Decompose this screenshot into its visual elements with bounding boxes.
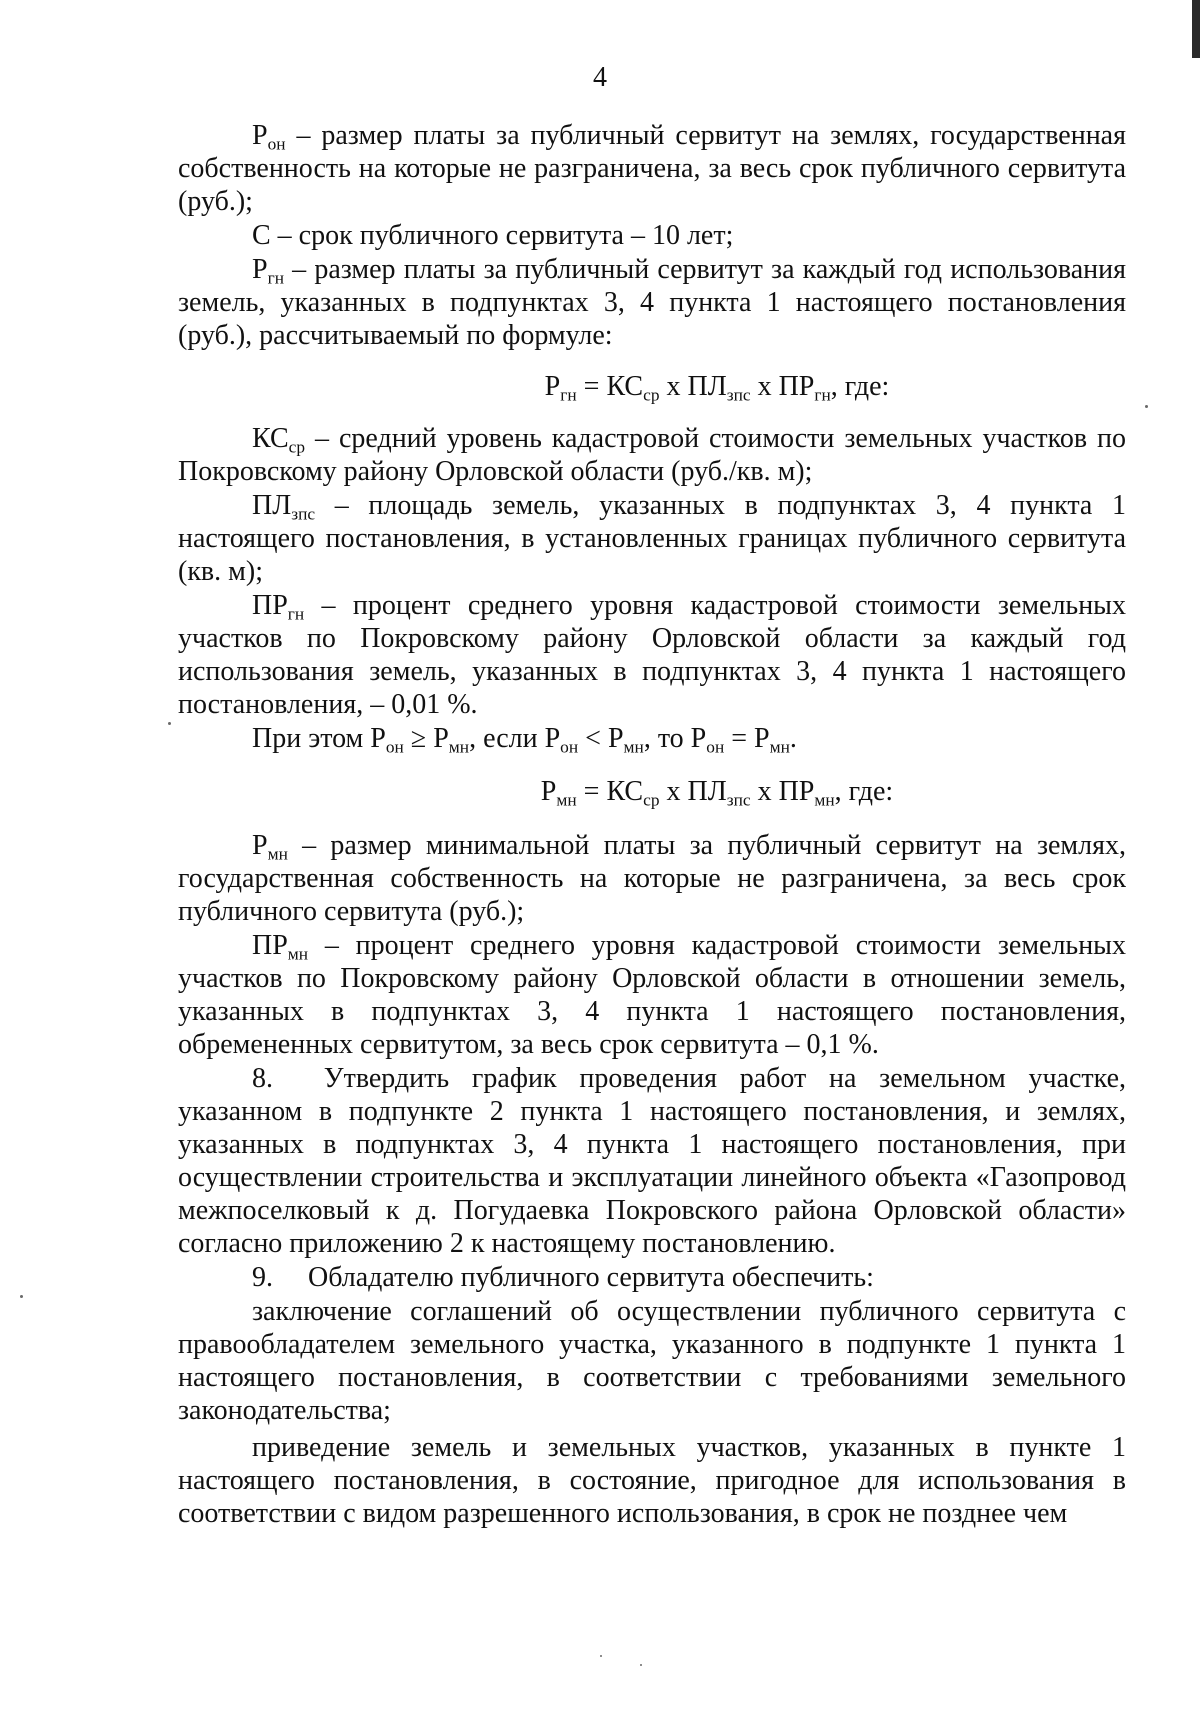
paragraph-text: – процент среднего уровня кадастровой стоимости земельных участков по Покровскому району Орловской области в отношении земель, указанных в подпунктах 3, 4 пункта 1 настоящего постановления, обремененных сервитутом, за весь срок сервитута – 0,1 %. — [178, 930, 1126, 1060]
symbol: Р — [252, 120, 268, 151]
scan-speck — [640, 1664, 642, 1666]
scan-speck — [600, 1655, 602, 1657]
symbol-subscript: гн — [267, 268, 284, 288]
scan-edge-mark — [1192, 0, 1200, 58]
symbol: ПР — [252, 930, 288, 961]
paragraph-condition: При этом $Р_{он} \ge Р_{мн}$, если $Р_{он} < Р_{мн}$, то $Р_{он} = Р_{мн}$. — [252, 723, 797, 757]
paragraph-ksr-definition — [178, 422, 1126, 488]
paragraph-pgn-definition — [178, 253, 1126, 352]
paragraph-item-9: 9. Обладателю публичного сервитута обеспечить: — [252, 1262, 874, 1293]
symbol-subscript: зпс — [291, 504, 316, 524]
symbol-subscript: ср — [288, 437, 306, 457]
paragraph-pon-definition — [178, 119, 1126, 218]
paragraph-prmn-definition — [178, 929, 1126, 1061]
paragraph-text: – размер платы за публичный сервитут на землях, государственная собственность на которые не разграничена, за весь срок публичного сервитута (руб.); — [178, 120, 1126, 217]
paragraph-prgn-definition — [178, 589, 1126, 721]
formula-pgn: $Р_{гн} = КС_{ср}$ х $ПЛ_{зпс}$ х $ПР_{гн}$, где: — [544, 371, 890, 405]
scan-speck — [168, 722, 171, 725]
scan-speck — [1145, 405, 1148, 408]
scan-speck — [20, 1295, 23, 1298]
symbol-subscript: он — [267, 134, 286, 154]
symbol: Р — [252, 830, 268, 861]
paragraph-pmn-definition — [178, 829, 1126, 928]
paragraph-text: – средний уровень кадастровой стоимости земельных участков по Покровскому району Орловской области (руб./кв. м); — [178, 423, 1126, 487]
page-number: 4 — [593, 62, 607, 93]
paragraph-item-8: 8. Утвердить график проведения работ на земельном участке, указанном в подпункте 2 пункта 1 настоящего постановления, и землях, указанных в подпунктах 3, 4 пункта 1 настоящего постановления, при осуществлении строительства и эксплуатации линейного объекта «Газопровод межпоселковый к д. Погудаевка Покровского района Орловской области» согласно приложению 2 к настоящему постановлению. — [178, 1063, 1126, 1259]
paragraph-text: – площадь земель, указанных в подпунктах 3, 4 пункта 1 настоящего постановления, в установленных границах публичного сервитута (кв. м); — [178, 490, 1126, 587]
symbol: Р — [252, 254, 268, 285]
paragraph-text: – размер минимальной платы за публичный сервитут на землях, государственная собственность на которые не разграничена, за весь срок публичного сервитута (руб.); — [178, 830, 1126, 927]
document-body — [178, 119, 1126, 1530]
formula-pmn: $Р_{мн} = КС_{ср}$ х $ПЛ_{зпс}$ х $ПР_{мн}$, где: — [540, 776, 894, 810]
paragraph-text: – размер платы за публичный сервитут за каждый год использования земель, указанных в подпунктах 3, 4 пункта 1 настоящего постановления (руб.), рассчитываемый по формуле: — [178, 254, 1126, 351]
symbol-subscript: гн — [287, 604, 305, 624]
paragraph-plzps-definition — [178, 489, 1126, 588]
paragraph-term-definition: С – срок публичного сервитута – 10 лет; — [252, 220, 734, 251]
symbol-subscript: мн — [267, 844, 288, 864]
paragraph-restoration: приведение земель и земельных участков, указанных в пункте 1 настоящего постановления, в состояние, пригодное для использования в соответствии с видом разрешенного использования, в срок не позднее чем — [178, 1432, 1126, 1529]
symbol: ПР — [252, 590, 288, 621]
symbol: ПЛ — [252, 490, 292, 521]
paragraph-text: – процент среднего уровня кадастровой стоимости земельных участков по Покровскому району Орловской области за каждый год использования земель, указанных в подпунктах 3, 4 пункта 1 настоящего постановления, – 0,01 %. — [178, 590, 1126, 720]
paragraph-agreements: заключение соглашений об осуществлении публичного сервитута с правообладателем земельного участка, указанного в подпункте 1 пункта 1 настоящего постановления, в соответствии с требованиями земельного законодательства; — [178, 1296, 1126, 1426]
symbol-subscript: мн — [287, 944, 309, 964]
symbol: КС — [252, 423, 289, 454]
